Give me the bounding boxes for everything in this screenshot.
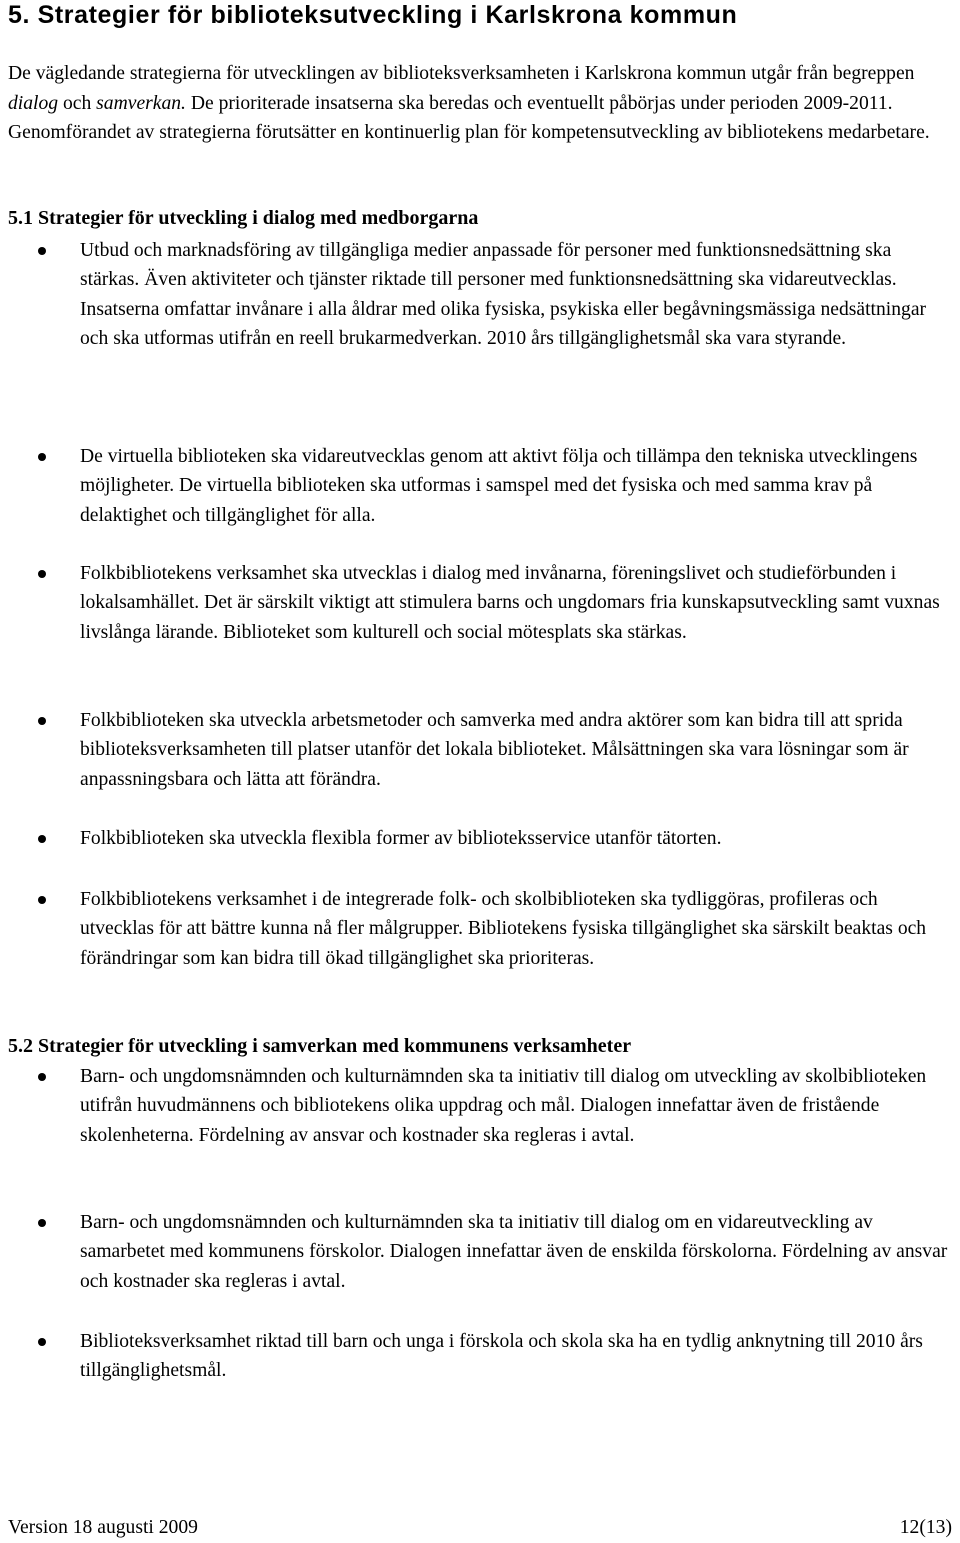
- list-item: Barn- och ungdomsnämnden och kulturnämnden ska ta initiativ till dialog om utveckling av skolbiblioteken utifrån huvudmännens och bibliotekens olika uppdrag och mål. Dialogen innefattar även de fristående skolenheterna. Fördelning av ansvar och kostnader ska regleras i avtal.: [80, 1066, 927, 1146]
- bullet-icon: [38, 1219, 46, 1227]
- list-item: De virtuella biblioteken ska vidareutvecklas genom att aktivt följa och tillämpa den tekniska utvecklingens möjligheter. De virtuella biblioteken ska utformas i samspel med det fysiska och med samma krav på delaktighet och tillgänglighet för alla.: [80, 446, 918, 526]
- page-title: 5. Strategier för biblioteksutveckling i Karlskrona kommun: [8, 1, 738, 29]
- bullet-icon: [38, 896, 46, 904]
- section-heading-5-2: 5.2 Strategier för utveckling i samverkan med kommunens verksamheter: [8, 1035, 632, 1057]
- bullet-icon: [38, 1338, 46, 1346]
- list-item: Barn- och ungdomsnämnden och kulturnämnden ska ta initiativ till dialog om en vidareutveckling av samarbetet med kommunens förskolor. Dialogen innefattar även de enskilda förskolorna. Fördelning av ansvar och kostnader ska regleras i avtal.: [80, 1212, 948, 1292]
- list-item: Utbud och marknadsföring av tillgängliga medier anpassade för personer med funktionsnedsättning ska stärkas. Även aktiviteter och tjänster riktade till personer med funktionsnedsättning ska vidareutvecklas. Insatserna omfattar invånare i alla åldrar med olika fysiska, psykiska eller begåvningsmässiga nedsättningar och ska utformas utifrån en reell brukarmedverkan. 2010 års tillgänglighetsmål ska vara styrande.: [80, 240, 927, 349]
- intro-text-2: och: [58, 92, 97, 114]
- intro-text-3: De prioriterade insatserna ska beredas och eventuellt påbörjas under perioden 2009-2011. Genomförandet av strategierna förutsätter en kontinuerlig plan för kompetensutveckling av bibliotekens medarbetare.: [8, 92, 930, 143]
- bullet-icon: [38, 453, 46, 461]
- intro-paragraph: [8, 59, 952, 148]
- bullet-icon: [38, 1073, 46, 1081]
- list-item: Folkbiblioteken ska utveckla flexibla former av biblioteksservice utanför tätorten.: [80, 828, 722, 849]
- intro-italic-dialog: dialog: [8, 92, 59, 114]
- intro-italic-samverkan: samverkan.: [96, 92, 186, 114]
- footer-version: Version 18 augusti 2009: [8, 1517, 198, 1538]
- bullet-icon: [38, 247, 46, 255]
- bullet-icon: [38, 570, 46, 578]
- list-item: Folkbibliotekens verksamhet i de integrerade folk- och skolbiblioteken ska tydliggöras, profileras och utvecklas för att bättre kunna nå fler målgrupper. Bibliotekens fysiska tillgänglighet ska särskilt beaktas och förändringar som kan bidra till ökad tillgänglighet ska prioriteras.: [80, 889, 927, 969]
- bullet-icon: [38, 717, 46, 725]
- bullet-icon: [38, 835, 46, 843]
- list-item: Folkbibliotekens verksamhet ska utvecklas i dialog med invånarna, föreningslivet och studieförbunden i lokalsamhället. Det är särskilt viktigt att stimulera barns och ungdomars fria kunskapsutveckling samt vuxnas livslånga lärande. Biblioteket som kulturell och social mötesplats ska stärkas.: [80, 563, 940, 643]
- section-heading-5-1: 5.1 Strategier för utveckling i dialog med medborgarna: [8, 207, 479, 229]
- list-item: Biblioteksverksamhet riktad till barn och unga i förskola och skola ska ha en tydlig anknytning till 2010 års tillgänglighetsmål.: [80, 1331, 923, 1382]
- intro-text-1: De vägledande strategierna för utvecklingen av biblioteksverksamheten i Karlskrona kommun utgår från begreppen: [8, 63, 915, 84]
- list-item: Folkbiblioteken ska utveckla arbetsmetoder och samverka med andra aktörer som kan bidra till att sprida biblioteksverksamheten till platser utanför det lokala biblioteket. Målsättningen ska vara lösningar som är anpassningsbara och lätta att förändra.: [80, 710, 909, 790]
- footer-page-number: 12(13): [899, 1517, 952, 1538]
